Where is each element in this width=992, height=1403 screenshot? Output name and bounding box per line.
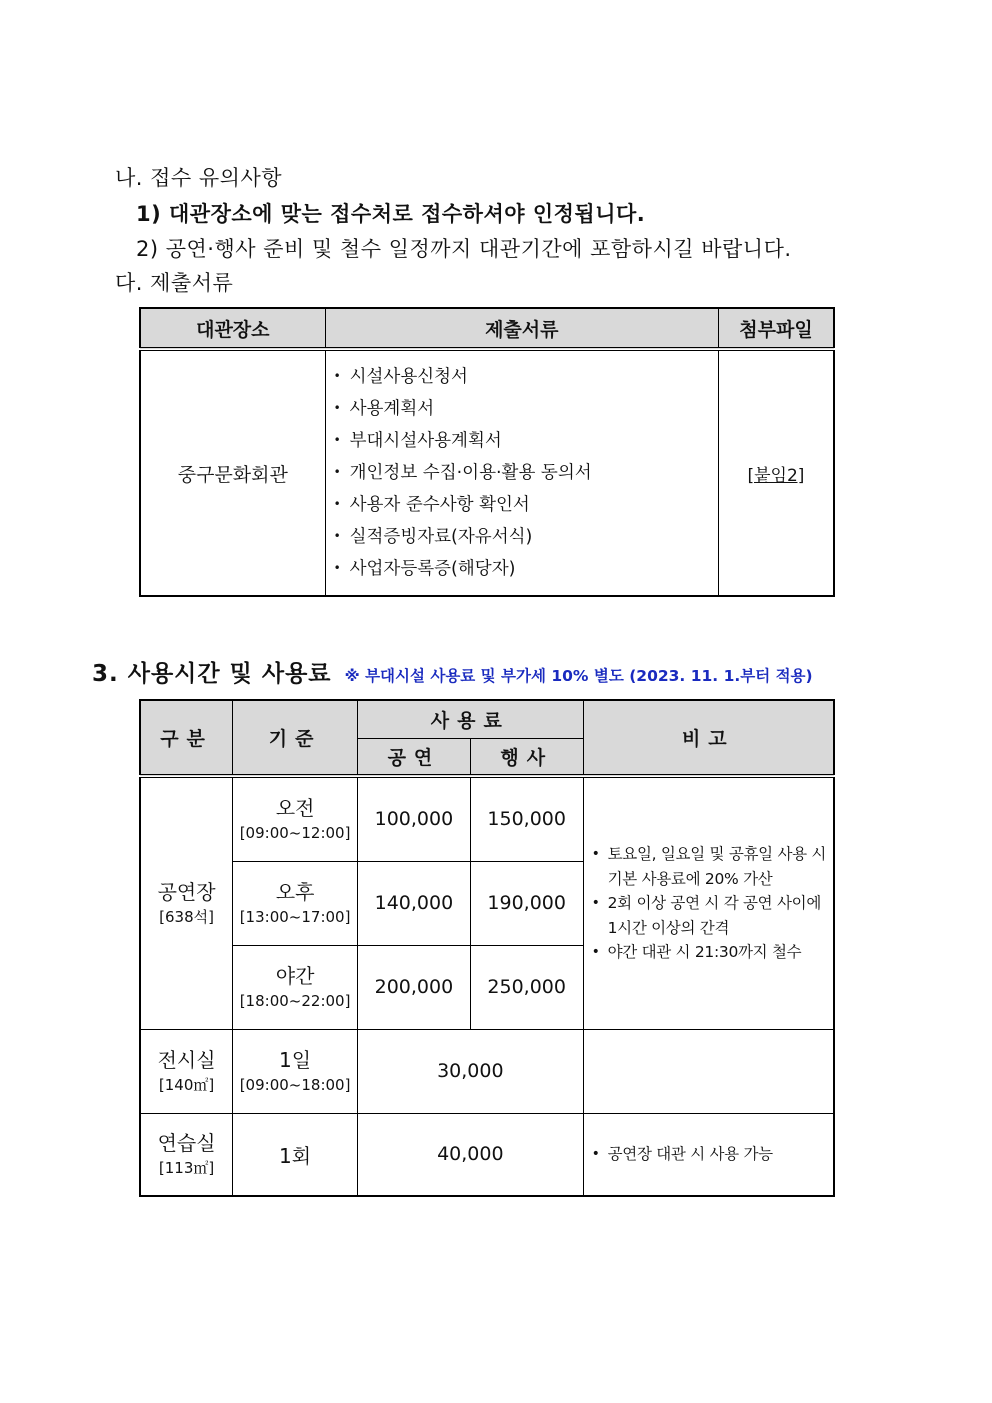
header-category: 구분 [140,700,233,776]
section-3-note: ※ 부대시설 사용료 및 부가세 10% 별도 (2023. 11. 1.부터 적용) [344,667,813,685]
list-item: • 시설사용신청서 [334,361,718,393]
documents-table [139,307,835,597]
fee-event: 190,000 [470,861,583,945]
gallery-name: 전시실 [157,1048,216,1072]
header-event: 행사 [470,738,583,776]
hall-cell [140,776,233,1029]
header-documents: 제출서류 [325,308,718,349]
hall-remarks [584,842,833,965]
fee-performance: 200,000 [358,945,471,1029]
section-da-heading: 다. 제출서류 [115,271,234,295]
fee-event: 150,000 [470,776,583,861]
hall-name: 공연장 [157,880,216,905]
table-row [233,776,358,861]
document-list [326,351,718,595]
list-item: • 야간 대관 시 21:30까지 철수 [592,940,827,965]
gallery-cell [140,1029,233,1113]
fee-performance: 100,000 [358,776,471,861]
gallery-time: [09:00~18:00] [239,1076,351,1094]
fee-performance: 140,000 [358,861,471,945]
practice-name: 연습실 [157,1131,216,1156]
section-3-heading [92,655,813,688]
slot-label: 오전 [275,796,315,821]
list-item: • 토요일, 일요일 및 공휴일 사용 시 기본 사용료에 20% 가산 [592,842,827,891]
hall-remarks-cell [583,776,834,1029]
list-item: • 2회 이상 공연 시 각 공연 사이에 1시간 이상의 간격 [592,891,827,940]
gallery-unit: 1일 [279,1048,312,1072]
practice-fee: 40,000 [358,1113,584,1196]
slot-time: [09:00~12:00] [239,824,351,843]
section-na-item-1: 1) 대관장소에 맞는 접수처로 접수하셔야 인정됩니다. [136,202,646,226]
practice-cell [140,1113,233,1196]
slot-time: [18:00~22:00] [239,992,351,1010]
list-item: • 실적증빙자료(자유서식) [334,521,718,553]
list-item: • 사용계획서 [334,393,718,425]
practice-unit: 1회 [233,1113,358,1196]
attachment-link[interactable]: [붙임2] [747,465,805,486]
fee-table [139,699,835,1197]
list-item: • 공연장 대관 시 사용 가능 [592,1142,827,1167]
list-item: • 사업자등록증(해당자) [334,553,718,585]
practice-area: [113㎡] [158,1159,215,1178]
section-3-title: 3. 사용시간 및 사용료 [92,661,332,687]
list-item: • 부대시설사용계획서 [334,425,718,457]
header-remarks: 비고 [583,700,834,776]
table-row [233,945,358,1029]
list-item: • 사용자 준수사항 확인서 [334,489,718,521]
header-performance: 공연 [358,738,471,776]
practice-remarks [584,1142,833,1167]
gallery-fee: 30,000 [358,1029,584,1113]
hall-capacity: [638석] [159,908,214,927]
gallery-standard [233,1029,358,1113]
slot-label: 오후 [275,880,315,904]
slot-time: [13:00~17:00] [239,908,351,926]
slot-label: 야간 [275,964,315,988]
table-row [233,861,358,945]
practice-remarks-cell [583,1113,834,1196]
header-fee: 사용료 [358,700,584,738]
list-item: • 개인정보 수집·이용·활용 동의서 [334,457,718,489]
header-standard: 기준 [233,700,358,776]
gallery-area: [140㎡] [158,1076,215,1094]
header-venue: 대관장소 [140,308,325,349]
header-attachment: 첨부파일 [718,308,834,349]
section-na-item-2: 2) 공연·행사 준비 및 철수 일정까지 대관기간에 포함하시길 바랍니다. [136,237,792,261]
fee-event: 250,000 [470,945,583,1029]
venue-cell: 중구문화회관 [140,349,325,596]
gallery-remarks [583,1029,834,1113]
section-na-heading: 나. 접수 유의사항 [115,166,283,190]
